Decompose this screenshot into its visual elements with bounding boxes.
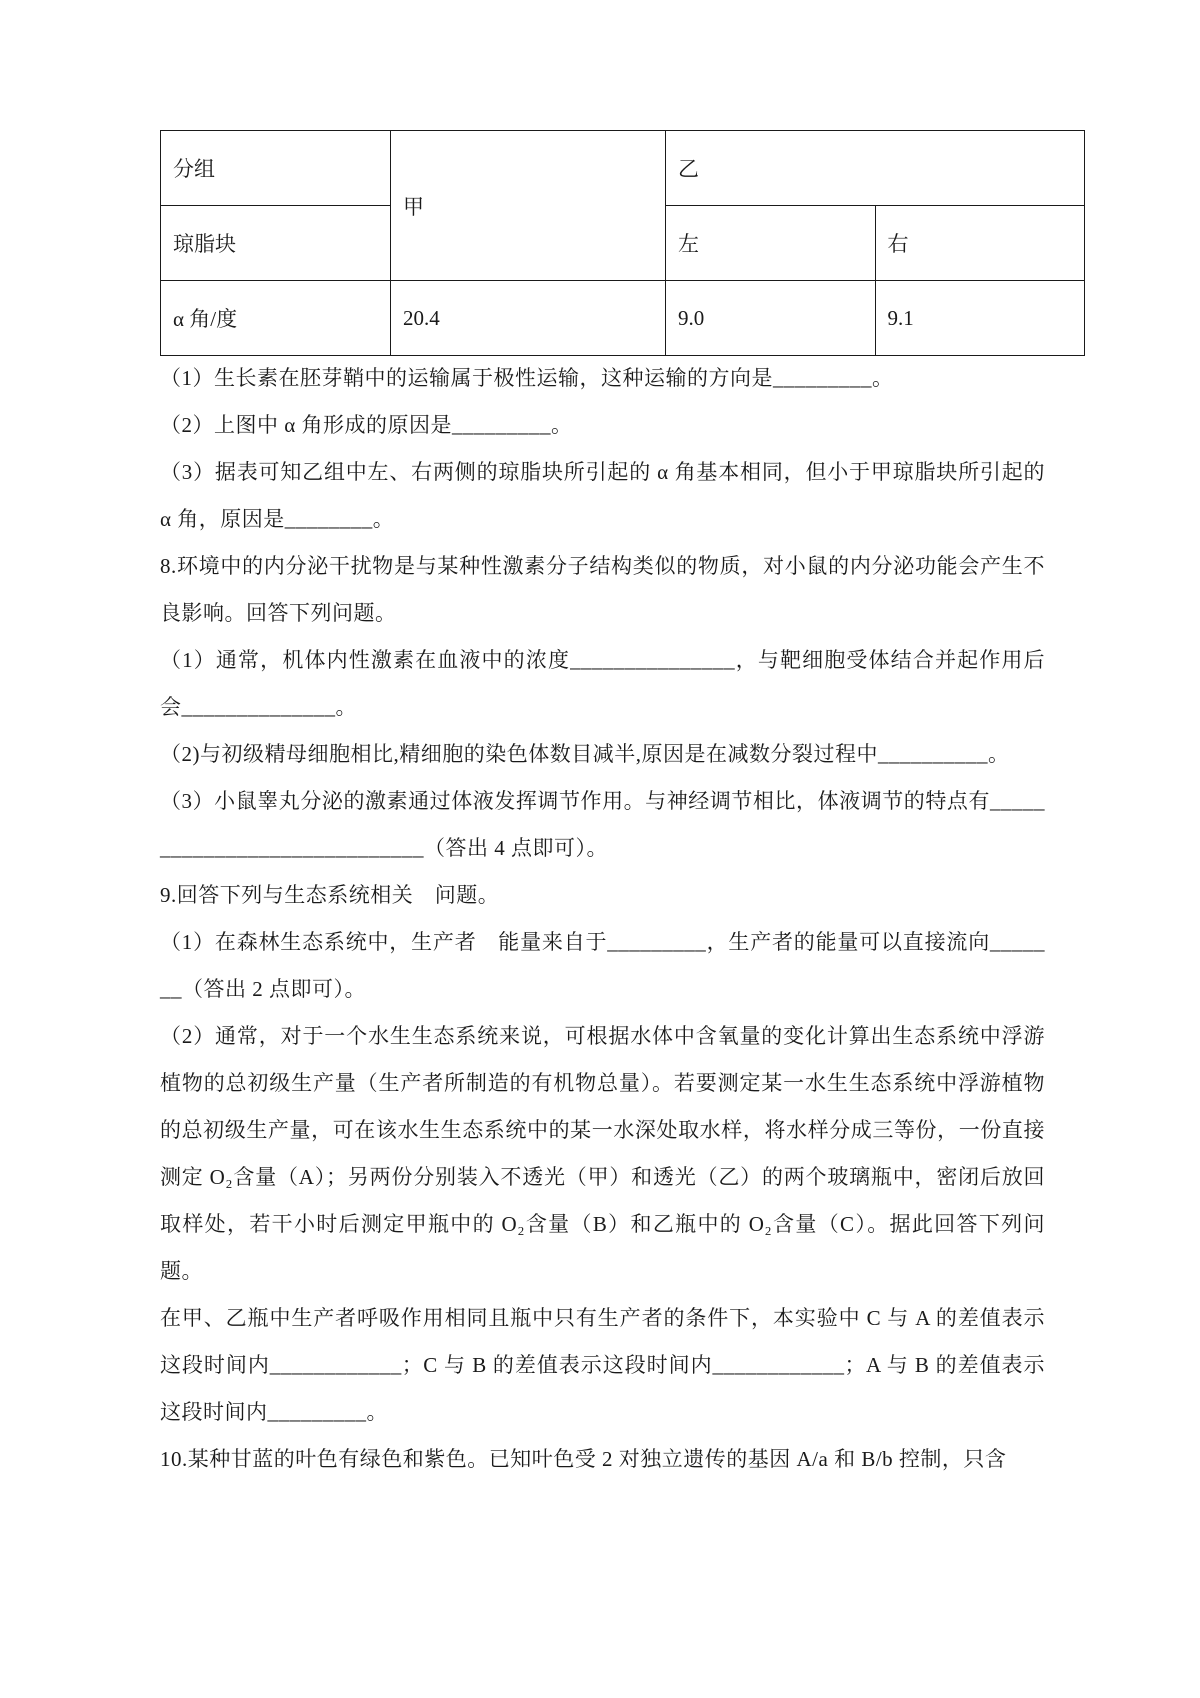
table-row (161, 281, 1085, 356)
table-cell-group-yi: 乙 (666, 131, 1085, 206)
paragraph-q7-2: （2）上图中 α 角形成的原因是_________。 (160, 413, 573, 437)
table-cell-yi-right: 右 (875, 206, 1085, 281)
table-cell-val-right: 9.1 (875, 281, 1085, 356)
paragraph-q7-3: （3）据表可知乙组中左、右两侧的琼脂块所引起的 α 角基本相同，但小于甲琼脂块所引起的 α 角，原因是________。 (160, 460, 1045, 531)
paragraph-q9-2: （2）通常，对于一个水生生态系统来说，可根据水体中含氧量的变化计算出生态系统中浮游植物的总初级生产量（生产者所制造的有机物总量）。若要测定某一水生生态系统中浮游植物的总初级生产量，可在该水生生态系统中的某一水深处取水样，将水样分成三等份，一份直接测定 O₂含量（A）；另两份分别装入不透光（甲）和透光（乙）的两个玻璃瓶中，密闭后放回取样处，若干小时后测定甲瓶中的 O₂含量（B）和乙瓶中的 O₂含量（C）。据此回答下列问题。 (160, 1024, 1045, 1283)
paragraph-q8-3: （3）小鼠睾丸分泌的激素通过体液发挥调节作用。与神经调节相比，体液调节的特点有_____________________________（答出 4 点即可）。 (160, 789, 1045, 860)
table-cell-agar-label: 琼脂块 (161, 206, 391, 281)
paragraph-q10-intro: 10.某种甘蓝的叶色有绿色和紫色。已知叶色受 2 对独立遗传的基因 A/a 和 B/b 控制，只含 (160, 1447, 1007, 1471)
paragraph-q7-1: （1）生长素在胚芽鞘中的运输属于极性运输，这种运输的方向是_________。 (160, 366, 894, 390)
table-row (161, 131, 1085, 206)
data-table (160, 130, 1085, 356)
paragraph-q8-intro: 8.环境中的内分泌干扰物是与某种性激素分子结构类似的物质，对小鼠的内分泌功能会产生不良影响。回答下列问题。 (160, 554, 1045, 625)
table-cell-yi-left: 左 (666, 206, 876, 281)
table-cell-val-left: 9.0 (666, 281, 876, 356)
paragraph-q8-1: （1）通常，机体内性激素在血液中的浓度_______________，与靶细胞受体结合并起作用后会______________。 (160, 648, 1045, 719)
table-cell-val-jia: 20.4 (391, 281, 666, 356)
table-cell-angle-label: α 角/度 (161, 281, 391, 356)
paragraph-q9-blanks: 在甲、乙瓶中生产者呼吸作用相同且瓶中只有生产者的条件下，本实验中 C 与 A 的差值表示这段时间内____________；C 与 B 的差值表示这段时间内____________；A 与 B 的差值表示这段时间内_________。 (160, 1306, 1045, 1424)
table-cell-group-label: 分组 (161, 131, 391, 206)
paragraph-q8-2: （2)与初级精母细胞相比,精细胞的染色体数目减半,原因是在减数分裂过程中__________。 (160, 742, 1010, 766)
question-text-block (160, 355, 1045, 1483)
table-cell-group-jia: 甲 (391, 131, 666, 281)
paragraph-q9-1: （1）在森林生态系统中，生产者 能量来自于_________，生产者的能量可以直接流向_______（答出 2 点即可）。 (160, 930, 1045, 1001)
paragraph-q9-intro: 9.回答下列与生态系统相关 问题。 (160, 883, 500, 907)
